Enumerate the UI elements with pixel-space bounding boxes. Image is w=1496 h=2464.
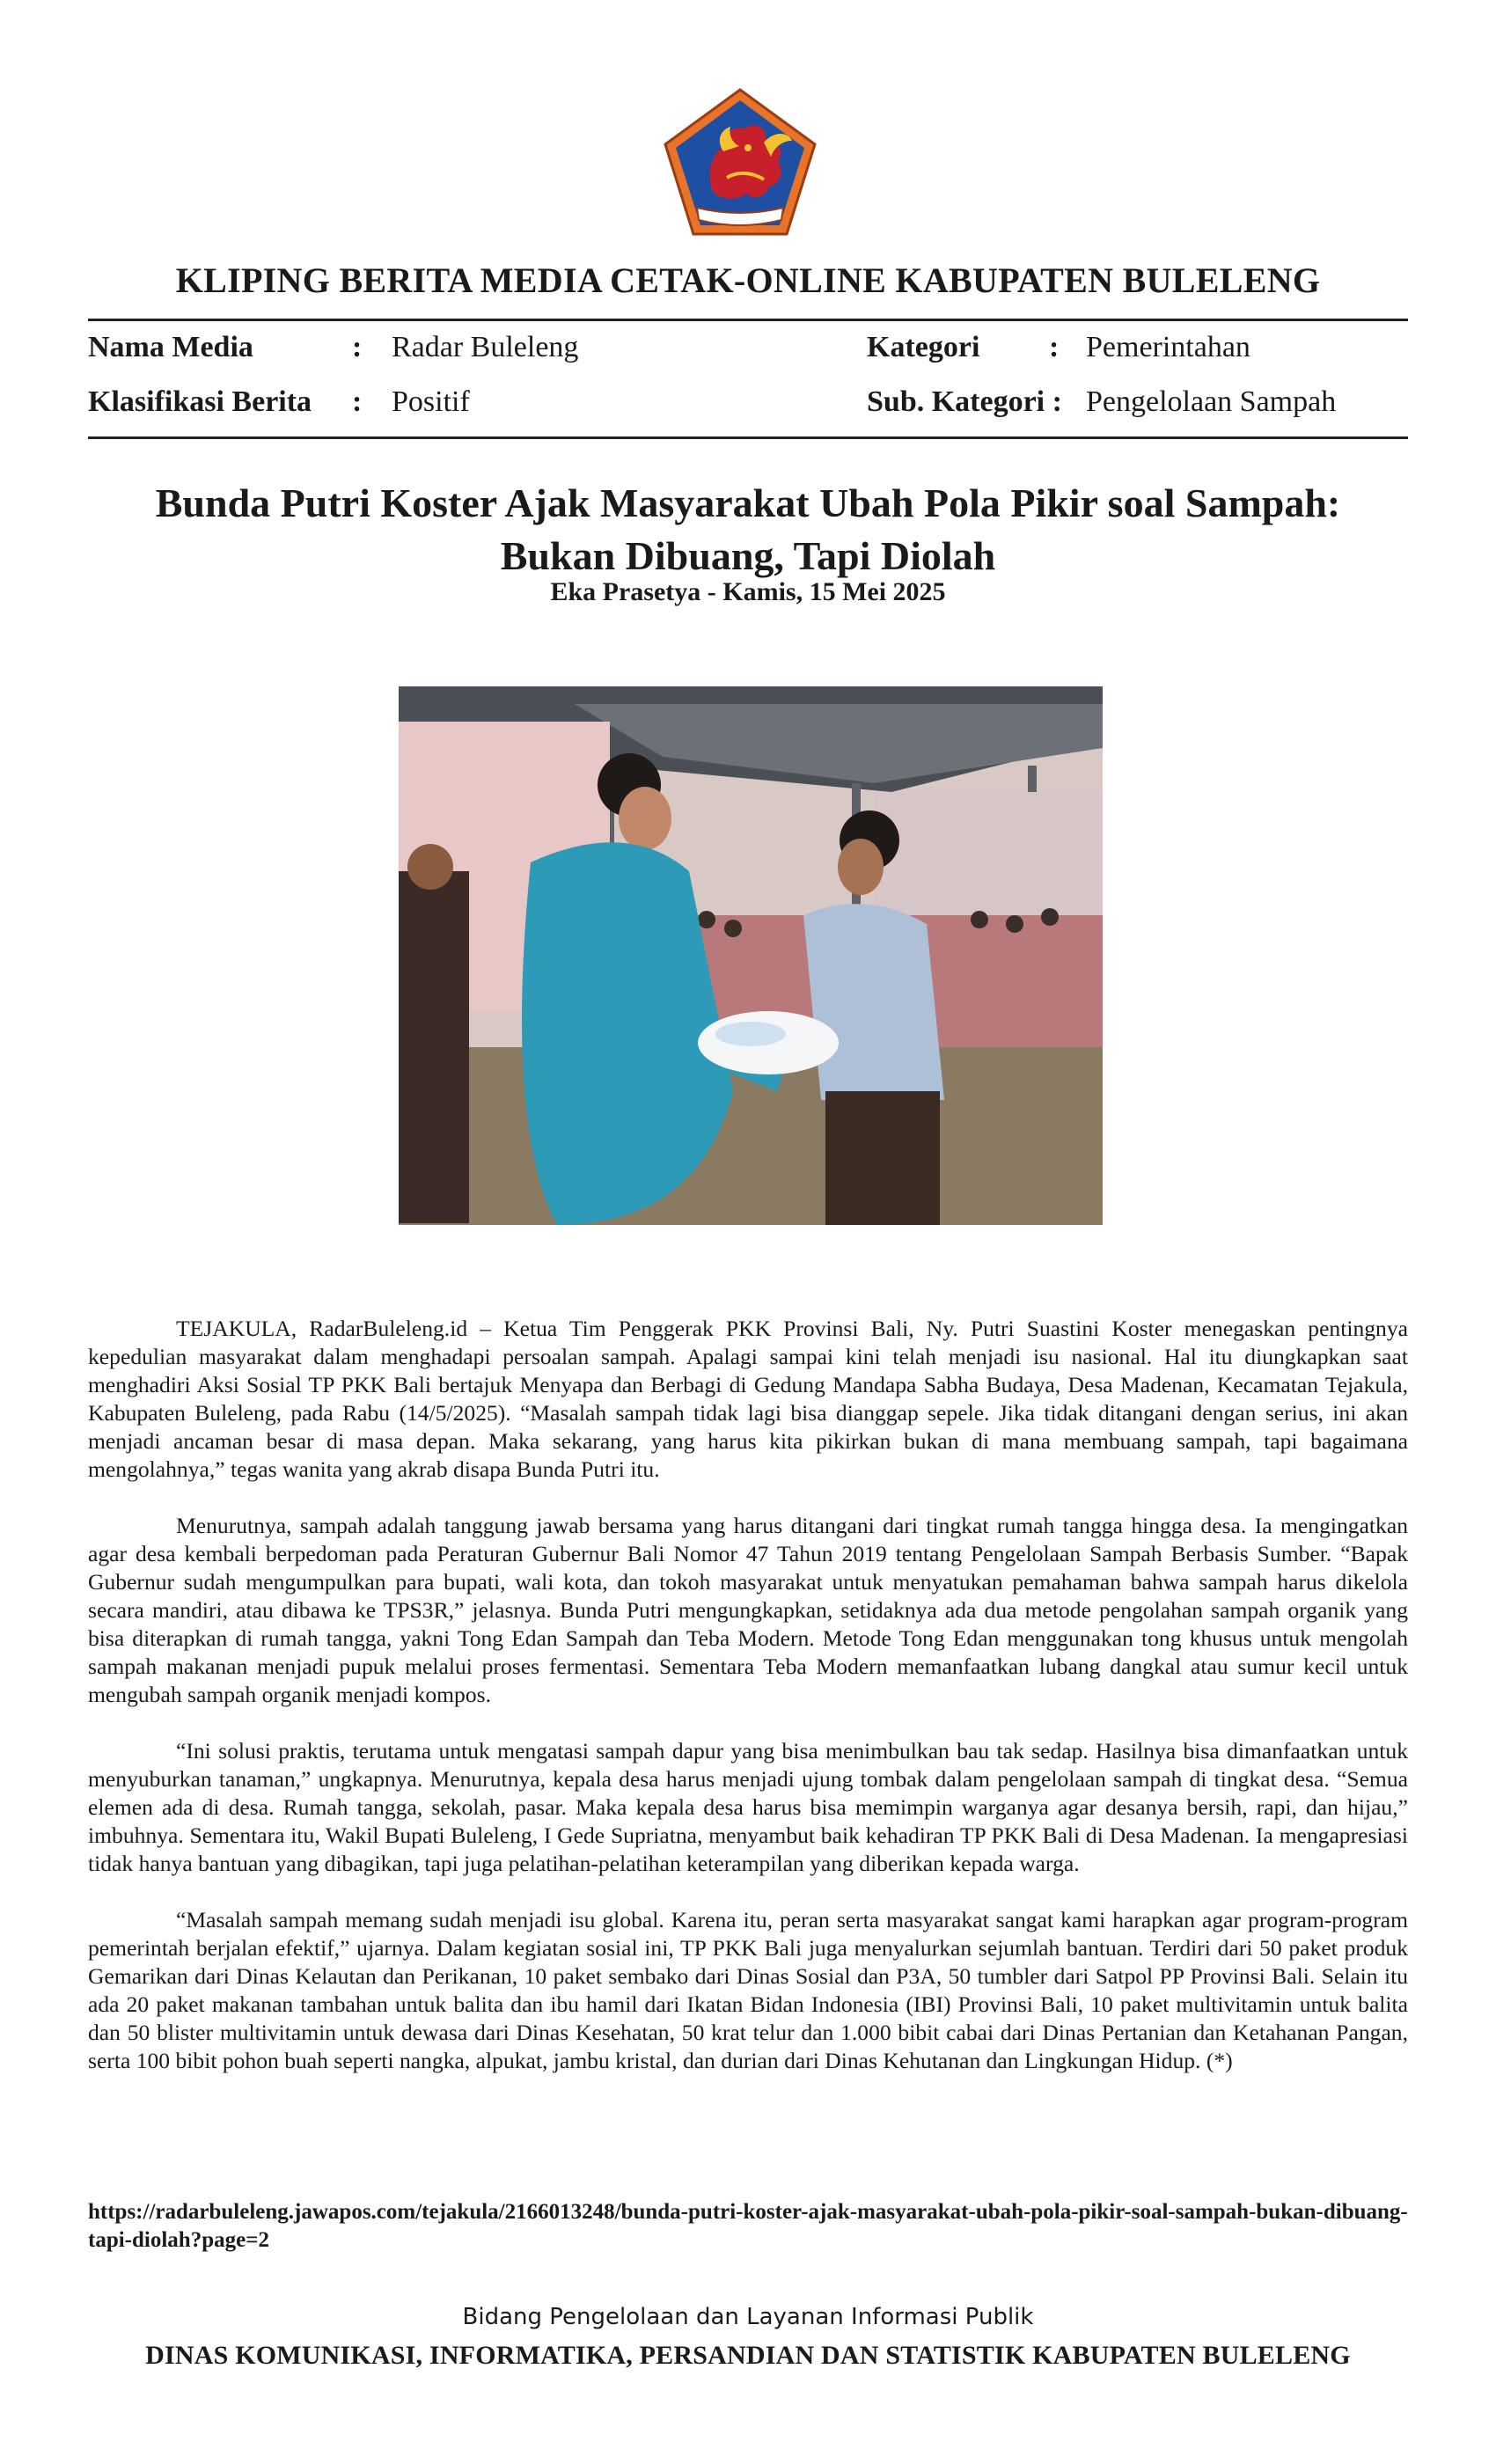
kategori-label: Kategori	[867, 331, 980, 363]
article-paragraph: “Ini solusi praktis, terutama untuk mengatasi sampah dapur yang bisa menimbulkan bau tak sedap. Hasilnya bisa dimanfaatkan untuk menyuburkan tanaman,” ungkapnya. Menurutnya, kepala desa harus menjadi ujung tombak dalam pengelolaan sampah di tingkat desa. “Semua elemen ada di desa. Rumah tangga, sekolah, pasar. Maka kepala desa harus bisa memimpin warganya agar desanya bersih, rapi, dan hijau,” imbuhnya. Sementara itu, Wakil Bupati Buleleng, I Gede Supriatna, menyambut baik kehadiran TP PKK Bali di Desa Madenan. Ia mengapresiasi tidak hanya bantuan yang dibagikan, tapi juga pelatihan-pelatihan keterampilan yang diberikan kepada warga.	[88, 1738, 1408, 1876]
news-photo-scene	[399, 686, 1103, 1225]
colon: :	[352, 331, 363, 363]
crest-graphic	[662, 86, 818, 238]
news-photo	[399, 686, 1103, 1225]
meta-row-kategori	[867, 320, 1408, 375]
headline-line-2: Bukan Dibuang, Tapi Diolah	[500, 533, 996, 578]
meta-row-nama-media	[88, 320, 845, 375]
meta-row-klasifikasi	[88, 375, 845, 429]
klasifikasi-label: Klasifikasi Berita	[88, 385, 312, 418]
article-paragraph: TEJAKULA, RadarBuleleng.id – Ketua Tim Penggerak PKK Provinsi Bali, Ny. Putri Suastini Koster menegaskan pentingnya kepedulian masyarakat dalam menghadapi persoalan sampah. Apalagi sampai kini telah menjadi isu nasional. Hal itu diungkapkan saat menghadiri Aksi Sosial TP PKK Bali bertajuk Menyapa dan Berbagi di Gedung Mandapa Sabha Budaya, Desa Madenan, Kecamatan Tejakula, Kabupaten Buleleng, pada Rabu (14/5/2025). “Masalah sampah tidak lagi bisa dianggap sepele. Jika tidak ditangani dengan serius, ini akan menjadi ancaman besar di masa depan. Maka sekarang, yang harus kita pikirkan bukan di mana membuang sampah, tapi bagaimana mengolahnya,” tegas wanita yang akrab disapa Bunda Putri itu.	[88, 1316, 1408, 1482]
buleleng-regency-crest-icon	[662, 86, 818, 238]
meta-left-column	[88, 320, 845, 429]
meta-right-column	[867, 320, 1408, 429]
nama-media-value: Radar Buleleng	[392, 331, 579, 363]
headline-line-1: Bunda Putri Koster Ajak Masyarakat Ubah Pola Pikir soal Sampah:	[155, 480, 1341, 525]
article-paragraph: Menurutnya, sampah adalah tanggung jawab bersama yang harus ditangani dari tingkat rumah tangga hingga desa. Ia mengingatkan agar desa kembali berpedoman pada Peraturan Gubernur Bali Nomor 47 Tahun 2019 tentang Pengelolaan Sampah Berbasis Sumber. “Bapak Gubernur sudah mengumpulkan para bupati, wali kota, dan tokoh masyarakat untuk menyatukan pemahaman bahwa sampah harus dikelola secara mandiri, atau dibawa ke TPS3R,” jelasnya. Bunda Putri mengungkapkan, setidaknya ada dua metode pengolahan sampah organik yang bisa diterapkan di rumah tangga, yakni Tong Edan Sampah dan Teba Modern. Metode Tong Edan menggunakan tong khusus untuk mengolah sampah makanan menjadi pupuk melalui proses fermentasi. Sementara Teba Modern memanfaatkan lubang dangkal atau sumur kecil untuk mengubah sampah organik menjadi kompos.	[88, 1513, 1408, 1707]
source-url-link[interactable]: https://radarbuleleng.jawapos.com/tejakula/2166013248/bunda-putri-koster-ajak-masyarakat-ubah-pola-pikir-soal-sampah-bukan-dibuang-tapi-diolah?page=2	[88, 2200, 1408, 2252]
footer-department: DINAS KOMUNIKASI, INFORMATIKA, PERSANDIAN DAN STATISTIK KABUPATEN BULELENG	[145, 2341, 1351, 2370]
article-paragraph: “Masalah sampah memang sudah menjadi isu global. Karena itu, peran serta masyarakat sangat kami harapkan agar program-program pemerintah berjalan efektif,” ujarnya. Dalam kegiatan sosial ini, TP PKK Bali juga menyalurkan sejumlah bantuan. Terdiri dari 50 paket produk Gemarikan dari Dinas Kelautan dan Perikanan, 10 paket sembako dari Dinas Sosial dan P3A, 50 tumbler dari Satpol PP Provinsi Bali. Selain itu ada 20 paket makanan tambahan untuk balita dan ibu hamil dari Ikatan Bidan Indonesia (IBI) Provinsi Bali, 10 paket multivitamin untuk balita dan 50 blister multivitamin untuk dewasa dari Dinas Kesehatan, 50 krat telur dan 1.000 bibit cabai dari Dinas Pertanian dan Ketahanan Pangan, serta 100 bibit pohon buah seperti nangka, alpukat, jambu kristal, dan durian dari Dinas Kehutanan dan Lingkungan Hidup. (*)	[88, 1907, 1408, 2073]
kliping-title: KLIPING BERITA MEDIA CETAK-ONLINE KABUPATEN BULELENG	[175, 260, 1321, 300]
colon: :	[1049, 331, 1060, 363]
sub-kategori-label: Sub. Kategori :	[867, 385, 1062, 418]
article-byline: Eka Prasetya - Kamis, 15 Mei 2025	[550, 577, 946, 606]
nama-media-label: Nama Media	[88, 331, 253, 363]
kategori-value: Pemerintahan	[1086, 331, 1250, 363]
header-bottom-rule	[88, 436, 1408, 439]
sub-kategori-value: Pengelolaan Sampah	[1086, 385, 1337, 418]
article-headline	[88, 477, 1408, 583]
article-body	[88, 1315, 1408, 2103]
colon: :	[352, 385, 363, 418]
klasifikasi-value: Positif	[392, 385, 470, 418]
meta-row-sub-kategori	[867, 375, 1408, 429]
footer-division: Bidang Pengelolaan dan Layanan Informasi Publik	[462, 2304, 1034, 2330]
